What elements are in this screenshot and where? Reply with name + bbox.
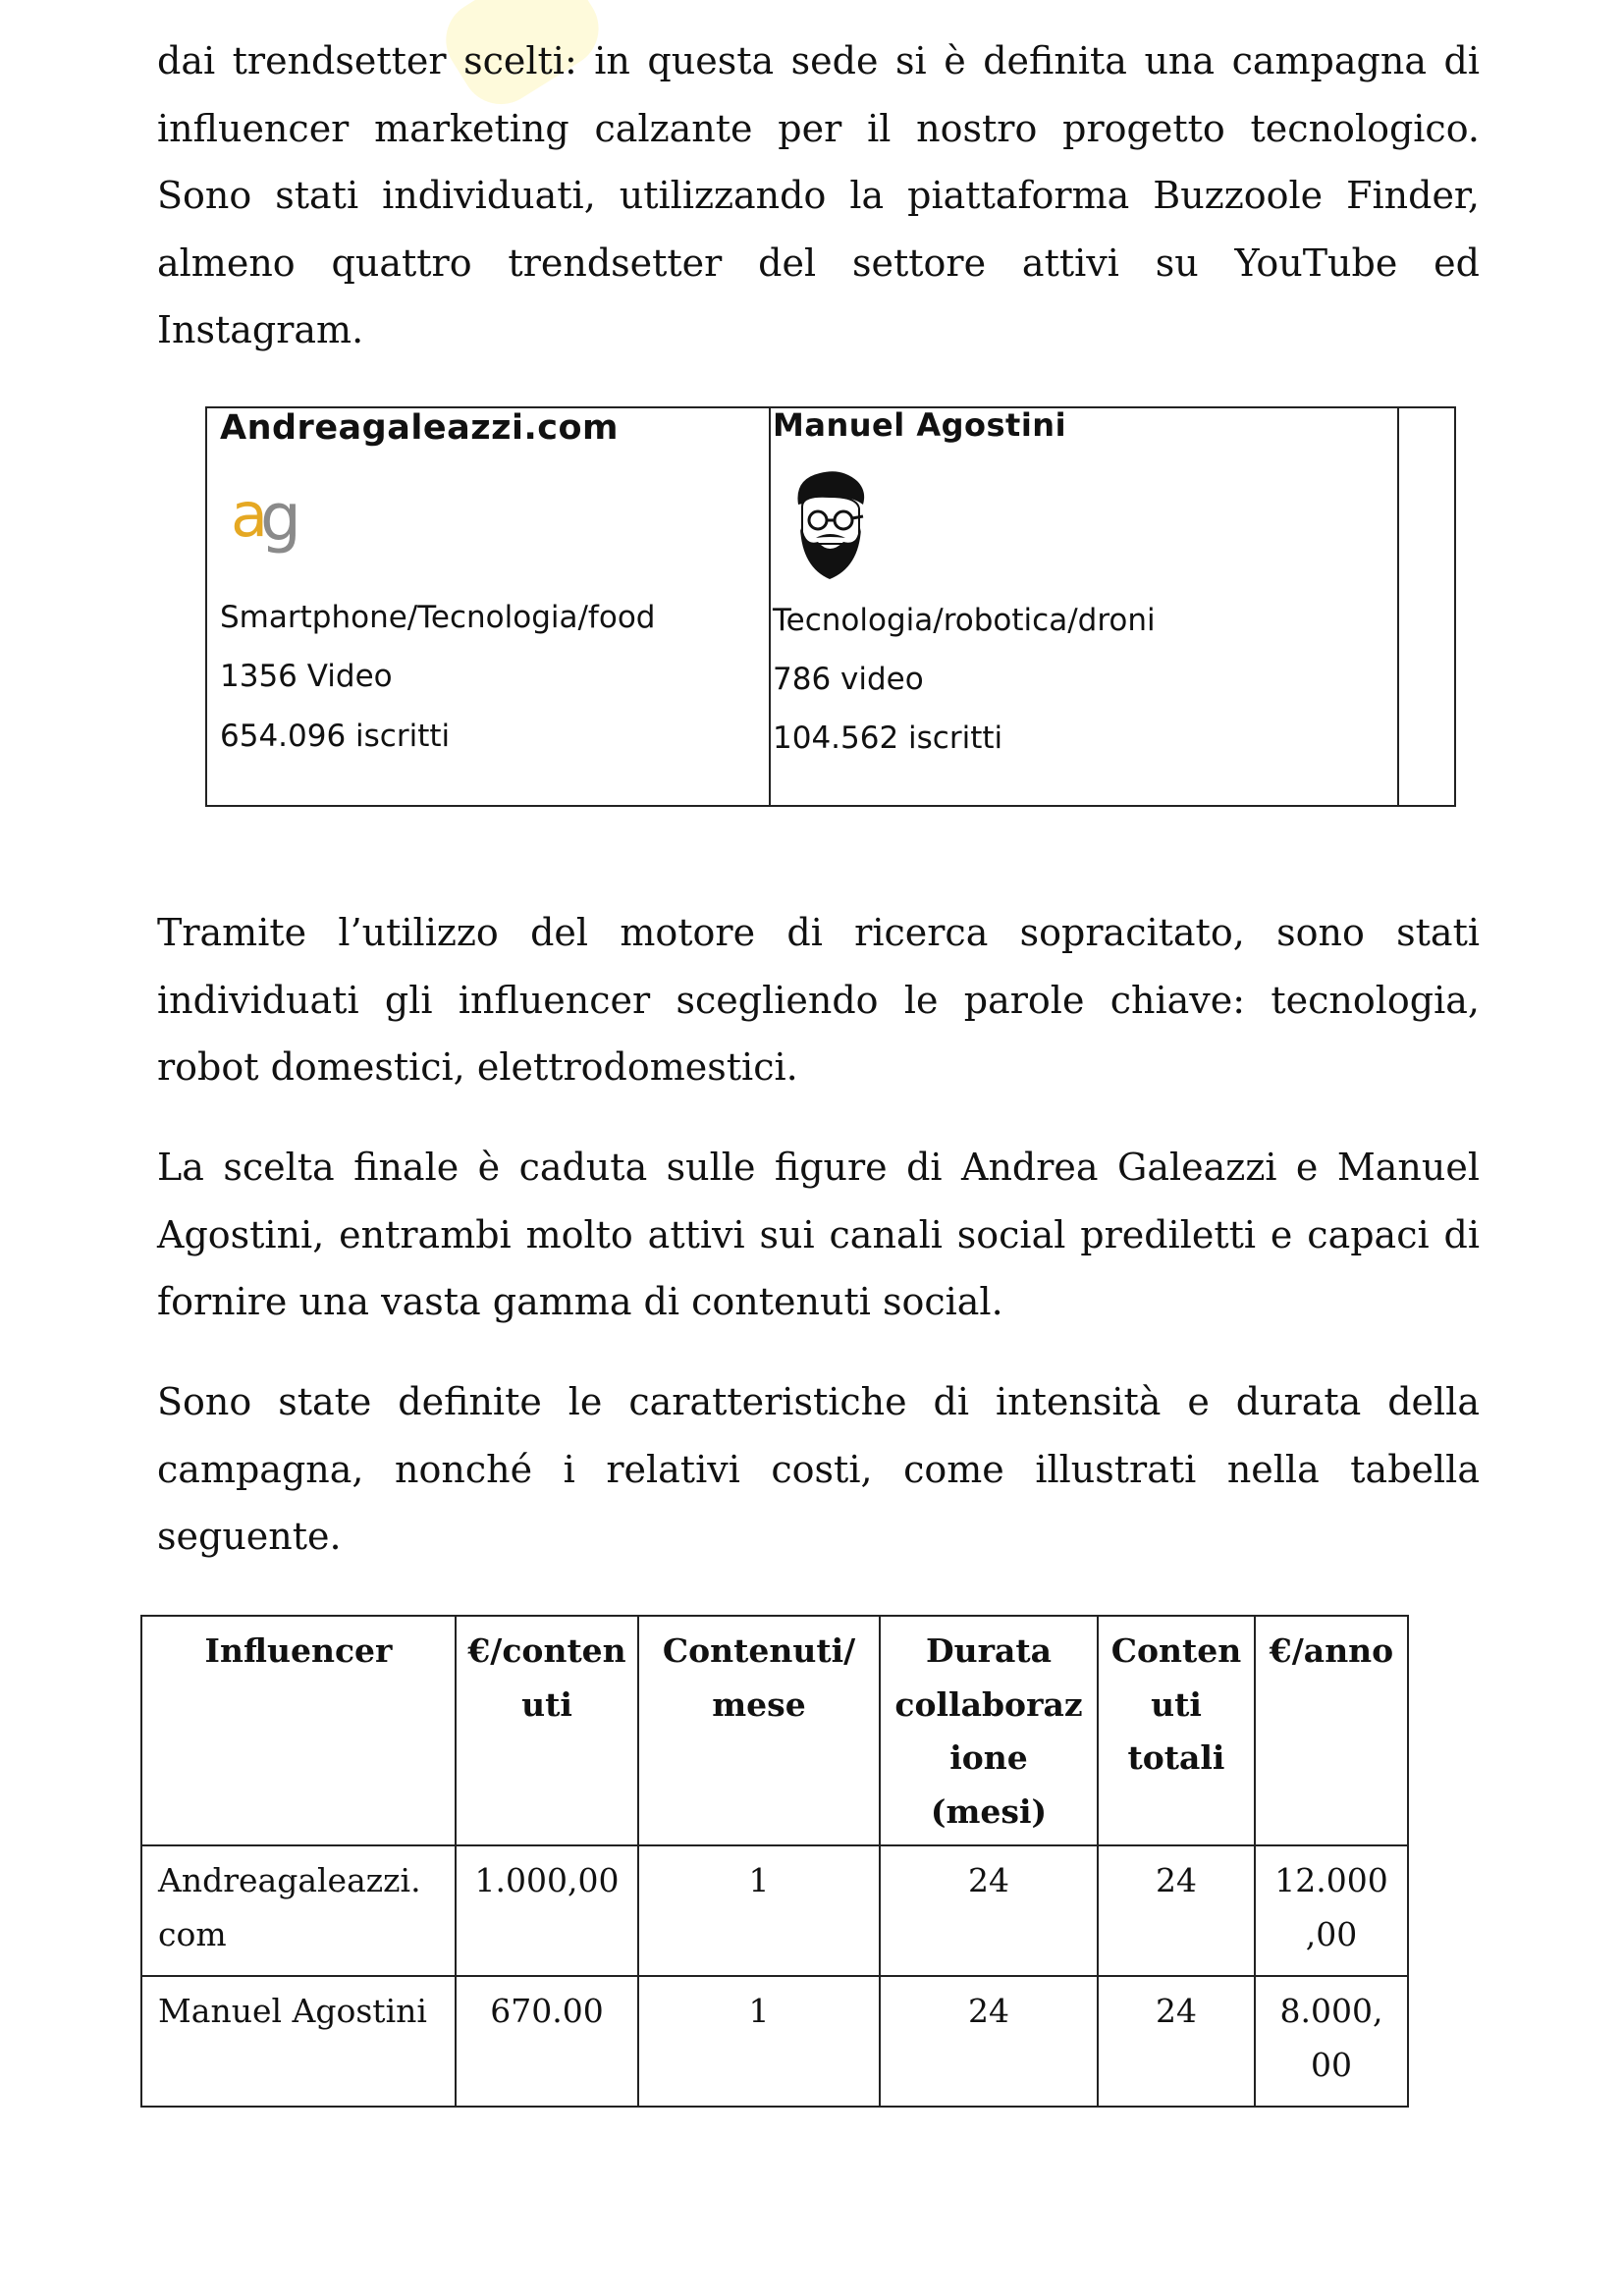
cell-contents-per-month: 1 xyxy=(638,1845,880,1976)
influencer-card-manuelagostini xyxy=(771,408,1399,805)
cell-cost-per-year: 8.000, 00 xyxy=(1255,1976,1408,2107)
svg-text:g: g xyxy=(260,480,301,556)
header-cost-per-year: €/anno xyxy=(1255,1616,1408,1845)
table-row xyxy=(141,1976,1408,2107)
paragraph-choice: La scelta finale è caduta sulle figure di Andrea Galeazzi e Manuel Agostini, entrambi molto attivi sui canali social prediletti e capaci di fornire una vasta gamma di contenuti social. xyxy=(157,1146,1480,1323)
header-duration: Durata collaboraz ione (mesi) xyxy=(880,1616,1098,1845)
table-row xyxy=(141,1845,1408,1976)
cell-cost-per-content: 670.00 xyxy=(456,1976,638,2107)
cell-duration: 24 xyxy=(880,1976,1098,2107)
cell-total-contents: 24 xyxy=(1098,1976,1255,2107)
influencer-videos: 786 video xyxy=(773,662,924,697)
influencer-subscribers: 104.562 iscritti xyxy=(773,721,1003,756)
influencer-name: Andreagaleazzi.com xyxy=(220,408,619,448)
cell-influencer: Manuel Agostini xyxy=(141,1976,456,2107)
bearded-face-icon xyxy=(781,465,879,591)
header-influencer: Influencer xyxy=(141,1616,456,1845)
header-contents-per-month: Contenuti/ mese xyxy=(638,1616,880,1845)
influencer-subscribers: 654.096 iscritti xyxy=(220,719,451,754)
influencer-category: Tecnologia/robotica/droni xyxy=(773,603,1156,638)
paragraph-intro: dai trendsetter scelti: in questa sede si è definita una campagna di influencer marketing calzante per il nostro progetto tecnologico. Sono stati individuati, utilizzando la piattaforma Buzzoole Finder, almeno quattro trendsetter del settore attivi su YouTube ed Instagram. xyxy=(157,39,1480,351)
influencer-card-table xyxy=(205,406,1456,807)
ag-logo-icon xyxy=(227,479,315,567)
paragraph-campaign: Sono state definite le caratteristiche di intensità e durata della campagna, nonché i relativi costi, come illustrati nella tabella seguente. xyxy=(157,1380,1480,1558)
cell-influencer: Andreagaleazzi. com xyxy=(141,1845,456,1976)
paragraph-search: Tramite l’utilizzo del motore di ricerca sopracitato, sono stati individuati gli influencer scegliendo le parole chiave: tecnologia, robot domestici, elettrodomestici. xyxy=(157,911,1480,1089)
influencer-category: Smartphone/Tecnologia/food xyxy=(220,600,656,635)
cell-contents-per-month: 1 xyxy=(638,1976,880,2107)
cost-table xyxy=(140,1615,1409,2108)
svg-text:a: a xyxy=(231,479,268,551)
influencer-videos: 1356 Video xyxy=(220,659,393,694)
cell-total-contents: 24 xyxy=(1098,1845,1255,1976)
cell-cost-per-content: 1.000,00 xyxy=(456,1845,638,1976)
header-total-contents: Conten uti totali xyxy=(1098,1616,1255,1845)
influencer-card-andreagaleazzi xyxy=(207,408,771,805)
cell-cost-per-year: 12.000 ,00 xyxy=(1255,1845,1408,1976)
influencer-name: Manuel Agostini xyxy=(773,406,1067,444)
empty-column xyxy=(1399,408,1454,805)
table-header-row xyxy=(141,1616,1408,1845)
header-cost-per-content: €/conten uti xyxy=(456,1616,638,1845)
cell-duration: 24 xyxy=(880,1845,1098,1976)
